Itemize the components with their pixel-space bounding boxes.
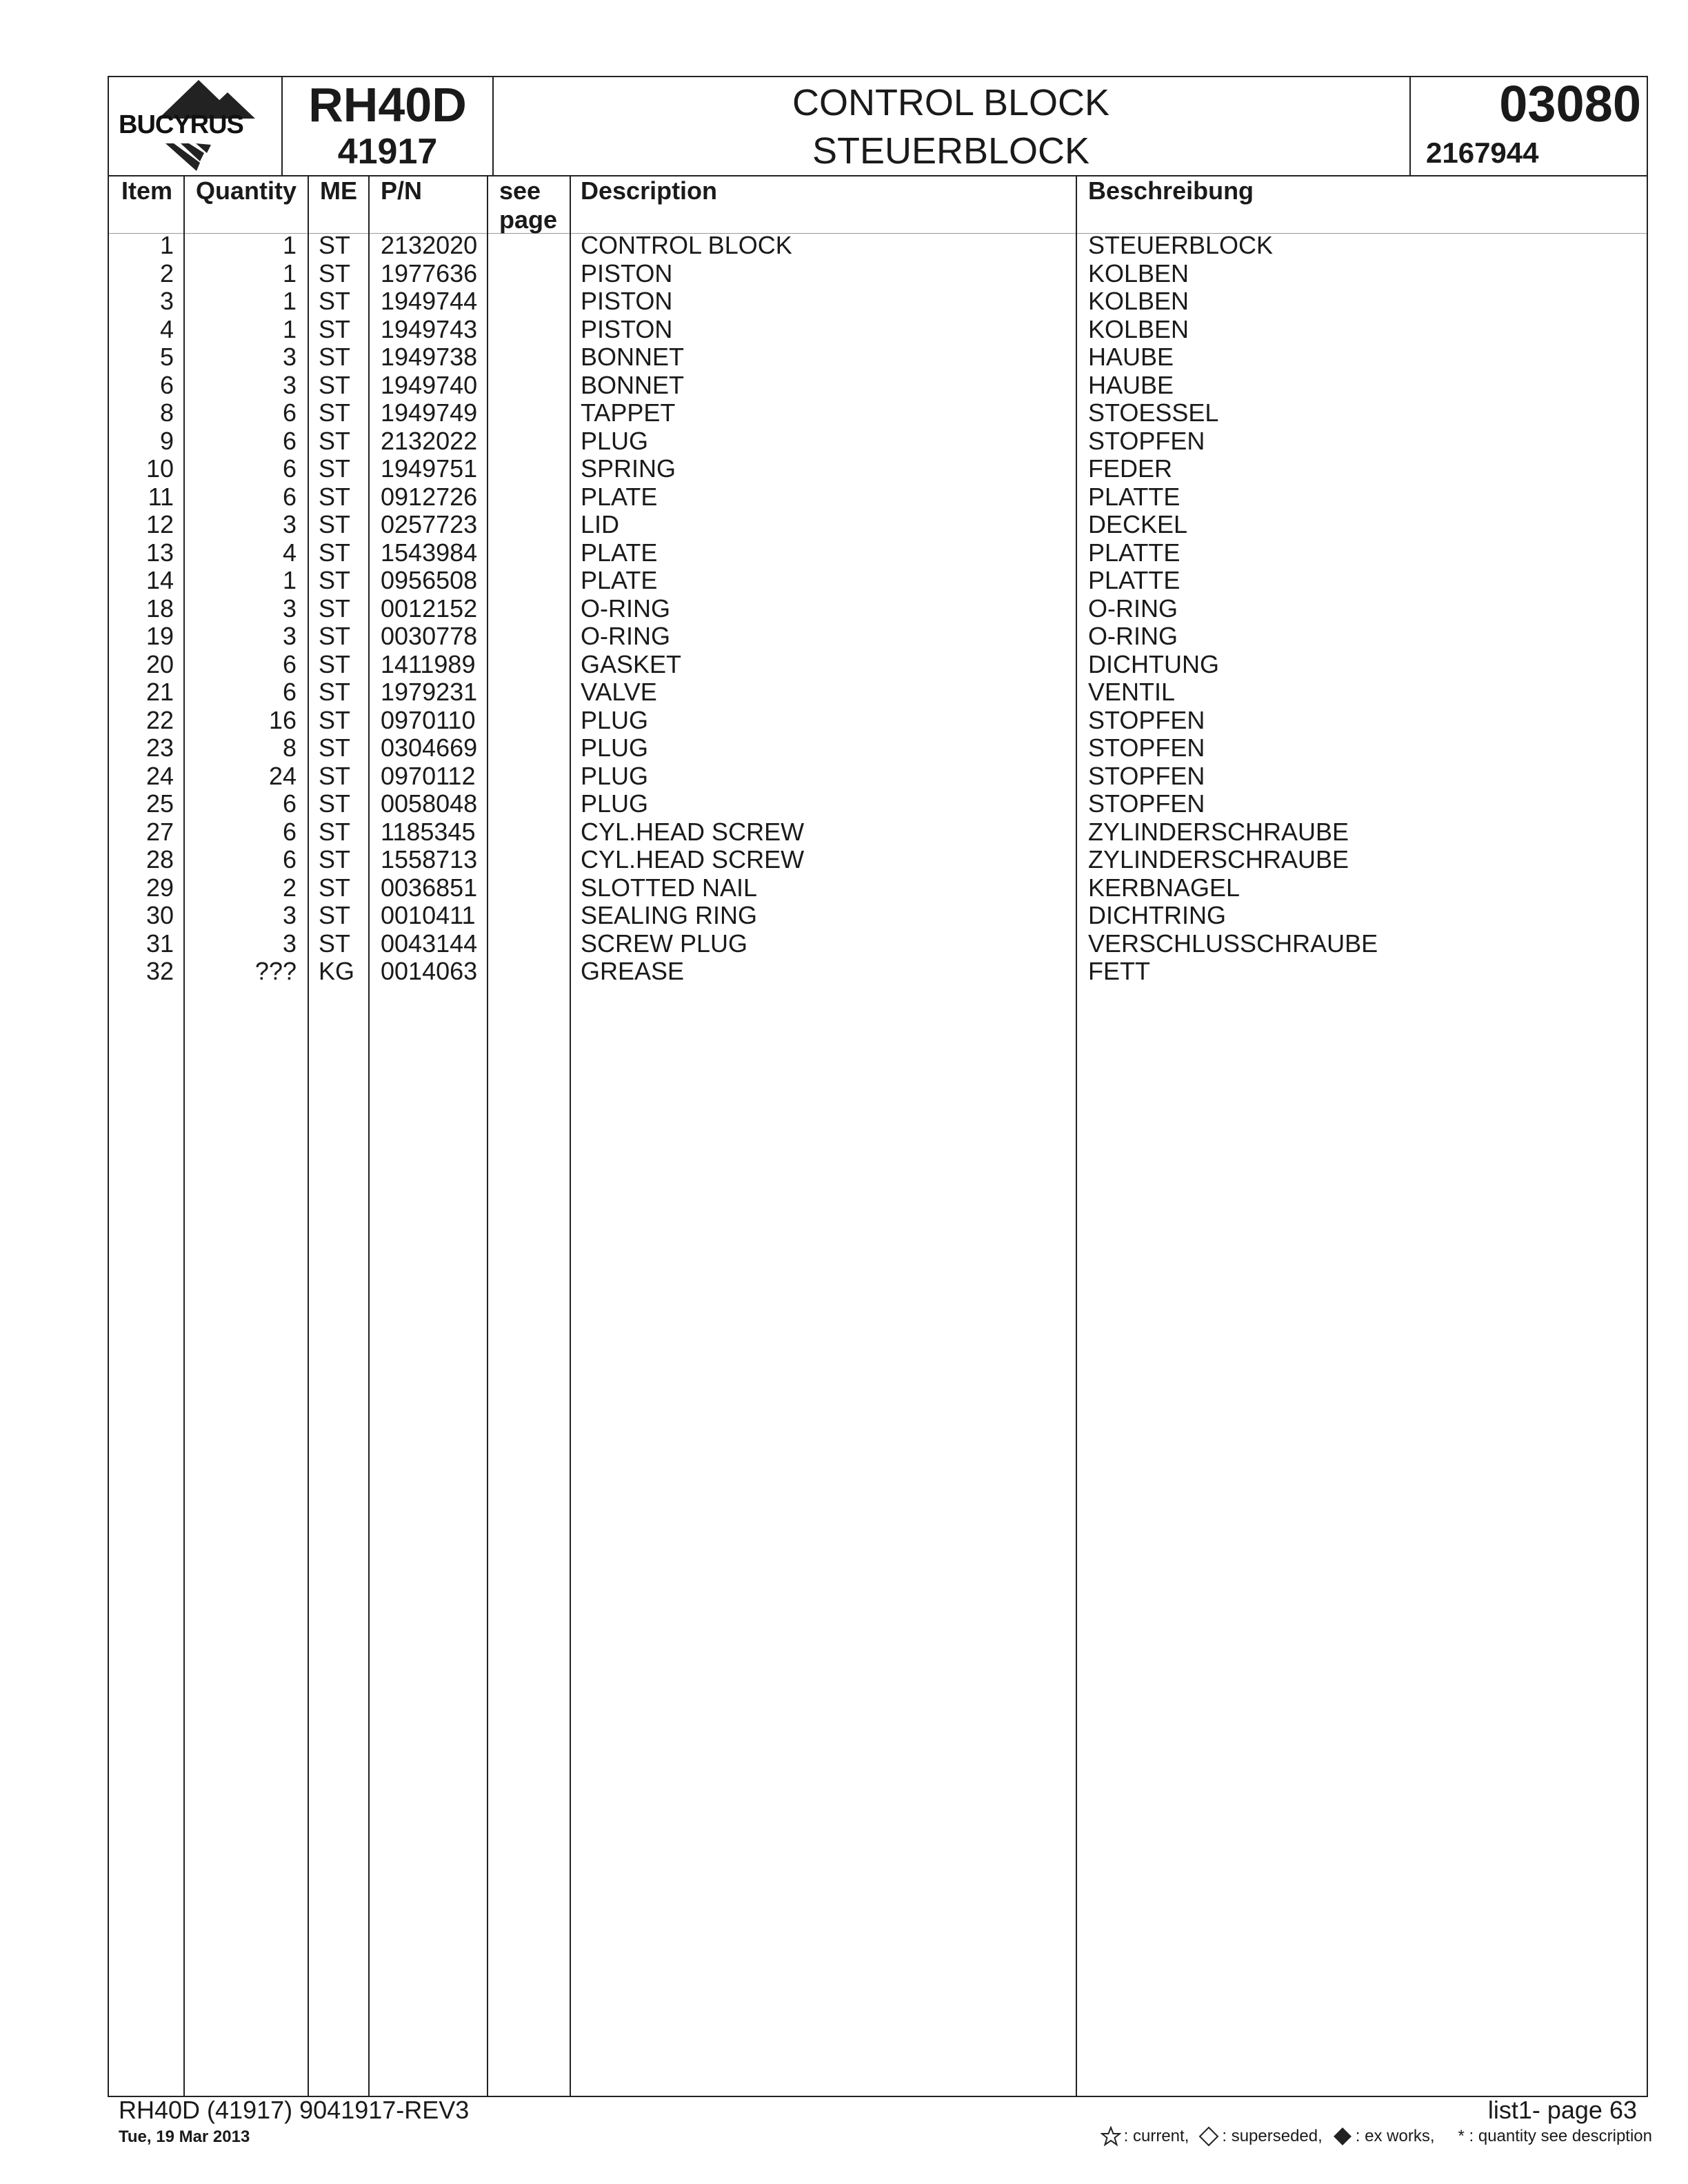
cell-beschreibung: ZYLINDERSCHRAUBE (1088, 817, 1349, 846)
cell-me: ST (319, 538, 351, 567)
cell-beschreibung: STOPFEN (1088, 789, 1205, 818)
star-outline-icon (1101, 2126, 1121, 2147)
cell-item: 27 (145, 817, 174, 846)
cell-beschreibung: KERBNAGEL (1088, 873, 1240, 902)
cell-item: 25 (145, 789, 174, 818)
cell-quantity: 1 (282, 231, 297, 259)
cell-quantity: 6 (282, 398, 297, 427)
cell-me: ST (319, 789, 351, 818)
legend-quantity: * : quantity see description (1458, 2127, 1652, 2145)
footer-legend (1101, 2126, 1652, 2147)
cell-part-number: 1558713 (381, 845, 478, 873)
cell-beschreibung: STOESSEL (1088, 398, 1219, 427)
serial-number: 41917 (337, 132, 438, 172)
cell-beschreibung: KOLBEN (1088, 259, 1189, 287)
cell-description: PISTON (581, 314, 673, 343)
table-row (0, 902, 1688, 929)
cell-beschreibung: FETT (1088, 957, 1150, 985)
footer-doc-ref: RH40D (41917) 9041917-REV3 (119, 2096, 470, 2124)
table-row (0, 651, 1688, 678)
cell-item: 29 (145, 873, 174, 902)
cell-item: 32 (145, 957, 174, 985)
table-row (0, 427, 1688, 455)
table-row (0, 846, 1688, 873)
table-row (0, 762, 1688, 790)
cell-me: ST (319, 873, 351, 902)
cell-description: PLATE (581, 482, 658, 511)
cell-part-number: 1949744 (381, 287, 478, 315)
cell-part-number: 1949740 (381, 370, 478, 399)
cell-quantity: 1 (282, 566, 297, 594)
cell-me: ST (319, 370, 351, 399)
cell-description: BONNET (581, 370, 685, 399)
cell-part-number: 1185345 (381, 817, 476, 846)
cell-part-number: 0012152 (381, 594, 478, 623)
col-header-beschreibung: Beschreibung (1088, 176, 1254, 205)
cell-part-number: 0912726 (381, 482, 478, 511)
cell-me: ST (319, 678, 351, 706)
cell-quantity: 3 (282, 370, 297, 399)
cell-description: O-RING (581, 622, 670, 650)
table-row (0, 539, 1688, 567)
cell-description: CYL.HEAD SCREW (581, 845, 805, 873)
cell-item: 6 (159, 370, 174, 399)
legend-superseded: : superseded, (1222, 2127, 1323, 2145)
table-row (0, 623, 1688, 650)
cell-quantity: 3 (282, 510, 297, 538)
cell-description: PLATE (581, 566, 658, 594)
cell-item: 19 (145, 622, 174, 650)
table-row (0, 678, 1688, 706)
cell-me: ST (319, 817, 351, 846)
cell-item: 11 (148, 482, 174, 511)
table-row (0, 483, 1688, 511)
cell-description: PISTON (581, 259, 673, 287)
cell-me: ST (319, 343, 351, 371)
cell-description: PLUG (581, 705, 649, 734)
cell-item: 14 (145, 566, 174, 594)
cell-beschreibung: ZYLINDERSCHRAUBE (1088, 845, 1349, 873)
cell-quantity: 2 (282, 873, 297, 902)
col-header-item: Item (121, 176, 173, 205)
cell-item: 23 (145, 734, 174, 762)
cell-beschreibung: O-RING (1088, 594, 1178, 623)
col-header-see: see (499, 176, 541, 205)
table-row (0, 343, 1688, 371)
header-divider (281, 76, 283, 176)
cell-beschreibung: KOLBEN (1088, 287, 1189, 315)
cell-beschreibung: HAUBE (1088, 343, 1174, 371)
cell-description: GREASE (581, 957, 685, 985)
cell-beschreibung: STOPFEN (1088, 761, 1205, 790)
cell-me: ST (319, 566, 351, 594)
cell-beschreibung: O-RING (1088, 622, 1178, 650)
cell-item: 3 (159, 287, 174, 315)
cell-description: PLUG (581, 761, 649, 790)
title-german: STEUERBLOCK (812, 130, 1090, 172)
cell-quantity: 3 (282, 929, 297, 958)
cell-item: 18 (145, 594, 174, 623)
cell-part-number: 0014063 (381, 957, 478, 985)
cell-description: PISTON (581, 287, 673, 315)
cell-quantity: 3 (282, 622, 297, 650)
legend-current: : current, (1123, 2127, 1189, 2145)
cell-beschreibung: PLATTE (1088, 482, 1180, 511)
cell-beschreibung: PLATTE (1088, 538, 1180, 567)
cell-quantity: 16 (268, 705, 297, 734)
cell-description: SLOTTED NAIL (581, 873, 758, 902)
cell-part-number: 1949749 (381, 398, 478, 427)
cell-me: ST (319, 231, 351, 259)
cell-me: ST (319, 454, 351, 483)
cell-item: 13 (145, 538, 174, 567)
cell-quantity: 6 (282, 678, 297, 706)
table-row (0, 455, 1688, 483)
col-header-page: page (499, 205, 558, 234)
cell-quantity: 6 (282, 482, 297, 511)
logo-text: BUCYRUS (119, 110, 243, 139)
cell-quantity: 6 (282, 845, 297, 873)
cell-quantity: 1 (282, 314, 297, 343)
cell-beschreibung: STOPFEN (1088, 426, 1205, 455)
cell-part-number: 0043144 (381, 929, 478, 958)
table-row (0, 790, 1688, 818)
model-name: RH40D (308, 78, 467, 132)
cell-part-number: 0970110 (381, 705, 476, 734)
cell-description: O-RING (581, 594, 670, 623)
cell-part-number: 1543984 (381, 538, 478, 567)
cell-description: PLUG (581, 734, 649, 762)
table-row (0, 567, 1688, 594)
cell-description: PLATE (581, 538, 658, 567)
cell-item: 24 (145, 761, 174, 790)
cell-item: 4 (159, 314, 174, 343)
cell-quantity: 24 (268, 761, 297, 790)
cell-quantity: 6 (282, 454, 297, 483)
cell-description: LID (581, 510, 620, 538)
col-header-pn: P/N (381, 176, 423, 205)
cell-quantity: 6 (282, 426, 297, 455)
cell-me: ST (319, 622, 351, 650)
cell-beschreibung: DICHTUNG (1088, 649, 1219, 678)
footer-date: Tue, 19 Mar 2013 (119, 2127, 250, 2146)
cell-item: 5 (159, 343, 174, 371)
cell-part-number: 0036851 (381, 873, 478, 902)
cell-beschreibung: STOPFEN (1088, 734, 1205, 762)
cell-me: ST (319, 761, 351, 790)
cell-quantity: 3 (282, 901, 297, 929)
cell-quantity: 6 (282, 649, 297, 678)
cell-me: ST (319, 510, 351, 538)
cell-quantity: 6 (282, 817, 297, 846)
cell-description: PLUG (581, 789, 649, 818)
cell-part-number: 0304669 (381, 734, 478, 762)
cell-beschreibung: DICHTRING (1088, 901, 1226, 929)
table-row (0, 260, 1688, 287)
cell-description: SCREW PLUG (581, 929, 748, 958)
table-row (0, 818, 1688, 846)
cell-me: KG (319, 957, 355, 985)
cell-beschreibung: VERSCHLUSSCHRAUBE (1088, 929, 1378, 958)
cell-me: ST (319, 929, 351, 958)
cell-me: ST (319, 398, 351, 427)
cell-item: 8 (159, 398, 174, 427)
cell-part-number: 1949743 (381, 314, 478, 343)
cell-part-number: 0010411 (381, 901, 476, 929)
table-row (0, 595, 1688, 623)
cell-me: ST (319, 845, 351, 873)
cell-item: 9 (159, 426, 174, 455)
cell-beschreibung: FEDER (1088, 454, 1173, 483)
cell-beschreibung: STOPFEN (1088, 705, 1205, 734)
cell-part-number: 0030778 (381, 622, 478, 650)
cell-part-number: 1979231 (381, 678, 478, 706)
cell-item: 10 (145, 454, 174, 483)
cell-me: ST (319, 705, 351, 734)
cell-item: 20 (145, 649, 174, 678)
table-row (0, 707, 1688, 734)
table-row (0, 958, 1688, 985)
table-row (0, 372, 1688, 399)
cell-description: CONTROL BLOCK (581, 231, 792, 259)
table-row (0, 287, 1688, 315)
cell-quantity: 3 (282, 343, 297, 371)
cell-description: TAPPET (581, 398, 676, 427)
cell-part-number: 2132022 (381, 426, 478, 455)
col-header-quantity: Quantity (196, 176, 297, 205)
cell-item: 31 (145, 929, 174, 958)
table-row (0, 511, 1688, 538)
cell-part-number: 1949738 (381, 343, 478, 371)
cell-part-number: 0257723 (381, 510, 478, 538)
table-row (0, 930, 1688, 958)
cell-me: ST (319, 901, 351, 929)
diamond-outline-icon (1198, 2126, 1219, 2147)
cell-me: ST (319, 594, 351, 623)
cell-me: ST (319, 482, 351, 511)
cell-beschreibung: VENTIL (1088, 678, 1176, 706)
cell-beschreibung: PLATTE (1088, 566, 1180, 594)
cell-description: CYL.HEAD SCREW (581, 817, 805, 846)
legend-ex-works: : ex works, (1355, 2127, 1435, 2145)
company-logo (117, 80, 274, 171)
cell-part-number: 0970112 (381, 761, 476, 790)
cell-quantity: ??? (254, 957, 297, 985)
cell-beschreibung: DECKEL (1088, 510, 1188, 538)
header-divider (1409, 76, 1411, 176)
cell-quantity: 8 (282, 734, 297, 762)
cell-description: GASKET (581, 649, 682, 678)
cell-description: BONNET (581, 343, 685, 371)
table-row (0, 734, 1688, 762)
cell-me: ST (319, 314, 351, 343)
cell-description: SPRING (581, 454, 676, 483)
cell-part-number: 0956508 (381, 566, 478, 594)
cell-quantity: 4 (282, 538, 297, 567)
cell-item: 12 (145, 510, 174, 538)
cell-beschreibung: KOLBEN (1088, 314, 1189, 343)
cell-me: ST (319, 734, 351, 762)
cell-part-number: 1411989 (381, 649, 476, 678)
cell-part-number: 1949751 (381, 454, 478, 483)
footer-page-ref: list1- page 63 (1487, 2096, 1637, 2124)
cell-quantity: 1 (282, 287, 297, 315)
col-header-description: Description (581, 176, 718, 205)
cell-me: ST (319, 259, 351, 287)
cell-item: 2 (159, 259, 174, 287)
cell-me: ST (319, 426, 351, 455)
cell-item: 30 (145, 901, 174, 929)
cell-item: 1 (159, 231, 174, 259)
cell-quantity: 6 (282, 789, 297, 818)
table-row (0, 874, 1688, 902)
cell-quantity: 1 (282, 259, 297, 287)
cell-item: 22 (145, 705, 174, 734)
col-header-me: ME (320, 176, 357, 205)
cell-item: 21 (145, 678, 174, 706)
group-number: 03080 (1499, 75, 1641, 132)
cell-description: VALVE (581, 678, 657, 706)
cell-beschreibung: STEUERBLOCK (1088, 231, 1274, 259)
cell-description: SEALING RING (581, 901, 758, 929)
cell-me: ST (319, 649, 351, 678)
cell-part-number: 0058048 (381, 789, 478, 818)
table-row (0, 316, 1688, 343)
cell-item: 28 (145, 845, 174, 873)
cell-description: PLUG (581, 426, 649, 455)
cell-part-number: 1977636 (381, 259, 478, 287)
table-row (0, 232, 1688, 259)
cell-quantity: 3 (282, 594, 297, 623)
drawing-number: 2167944 (1426, 136, 1539, 169)
cell-me: ST (319, 287, 351, 315)
cell-part-number: 2132020 (381, 231, 478, 259)
title-english: CONTROL BLOCK (792, 82, 1110, 123)
diamond-filled-icon (1332, 2126, 1353, 2147)
cell-beschreibung: HAUBE (1088, 370, 1174, 399)
table-row (0, 399, 1688, 427)
